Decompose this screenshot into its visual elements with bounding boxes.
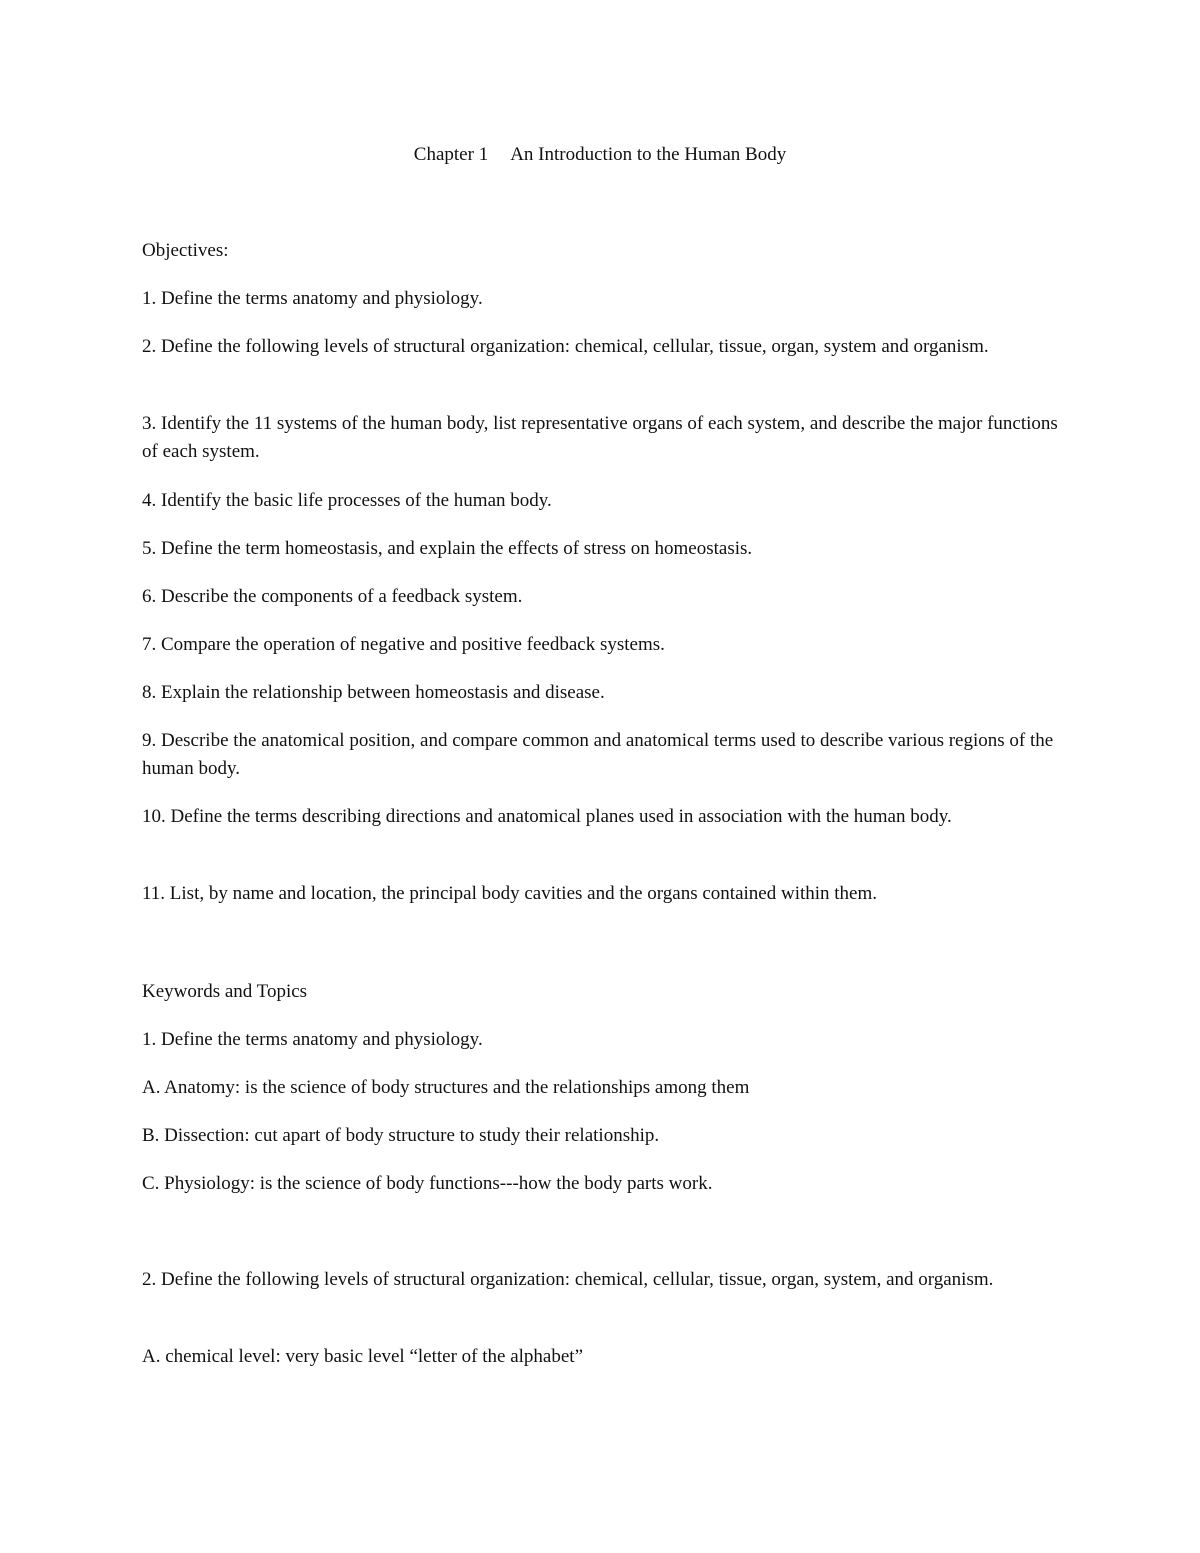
topic-item: A. Anatomy: is the science of body structures and the relationships among them [142, 1077, 750, 1098]
objective-item: 1. Define the terms anatomy and physiology. [142, 288, 483, 309]
objective-item: 10. Define the terms describing directions and anatomical planes used in association with the human body. [142, 806, 952, 827]
objective-item: 8. Explain the relationship between homeostasis and disease. [142, 682, 605, 703]
topic-item: A. chemical level: very basic level “letter of the alphabet” [142, 1346, 584, 1367]
objectives-heading: Objectives: [142, 240, 229, 261]
topic-item: B. Dissection: cut apart of body structure to study their relationship. [142, 1125, 660, 1146]
topic-item: C. Physiology: is the science of body functions---how the body parts work. [142, 1173, 713, 1194]
objective-item: 4. Identify the basic life processes of the human body. [142, 490, 552, 511]
chapter-number: Chapter 1 [413, 144, 489, 165]
objective-item: 7. Compare the operation of negative and positive feedback systems. [142, 634, 665, 655]
objective-item: 9. Describe the anatomical position, and compare common and anatomical terms used to describe various regions of the human body. [142, 730, 1054, 779]
page-title [0, 141, 1200, 169]
chapter-name: An Introduction to the Human Body [510, 144, 787, 165]
topic-title: 2. Define the following levels of structural organization: chemical, cellular, tissue, organ, system, and organism. [142, 1269, 994, 1290]
objective-item: 2. Define the following levels of structural organization: chemical, cellular, tissue, organ, system and organism. [142, 336, 989, 357]
objective-item: 6. Describe the components of a feedback system. [142, 586, 523, 607]
keywords-heading: Keywords and Topics [142, 981, 308, 1002]
topic-title: 1. Define the terms anatomy and physiology. [142, 1029, 483, 1050]
objective-item: 5. Define the term homeostasis, and explain the effects of stress on homeostasis. [142, 538, 753, 559]
objective-item: 3. Identify the 11 systems of the human body, list representative organs of each system, and describe the major functions of each system. [142, 413, 1058, 462]
objective-item: 11. List, by name and location, the principal body cavities and the organs contained within them. [142, 883, 878, 904]
